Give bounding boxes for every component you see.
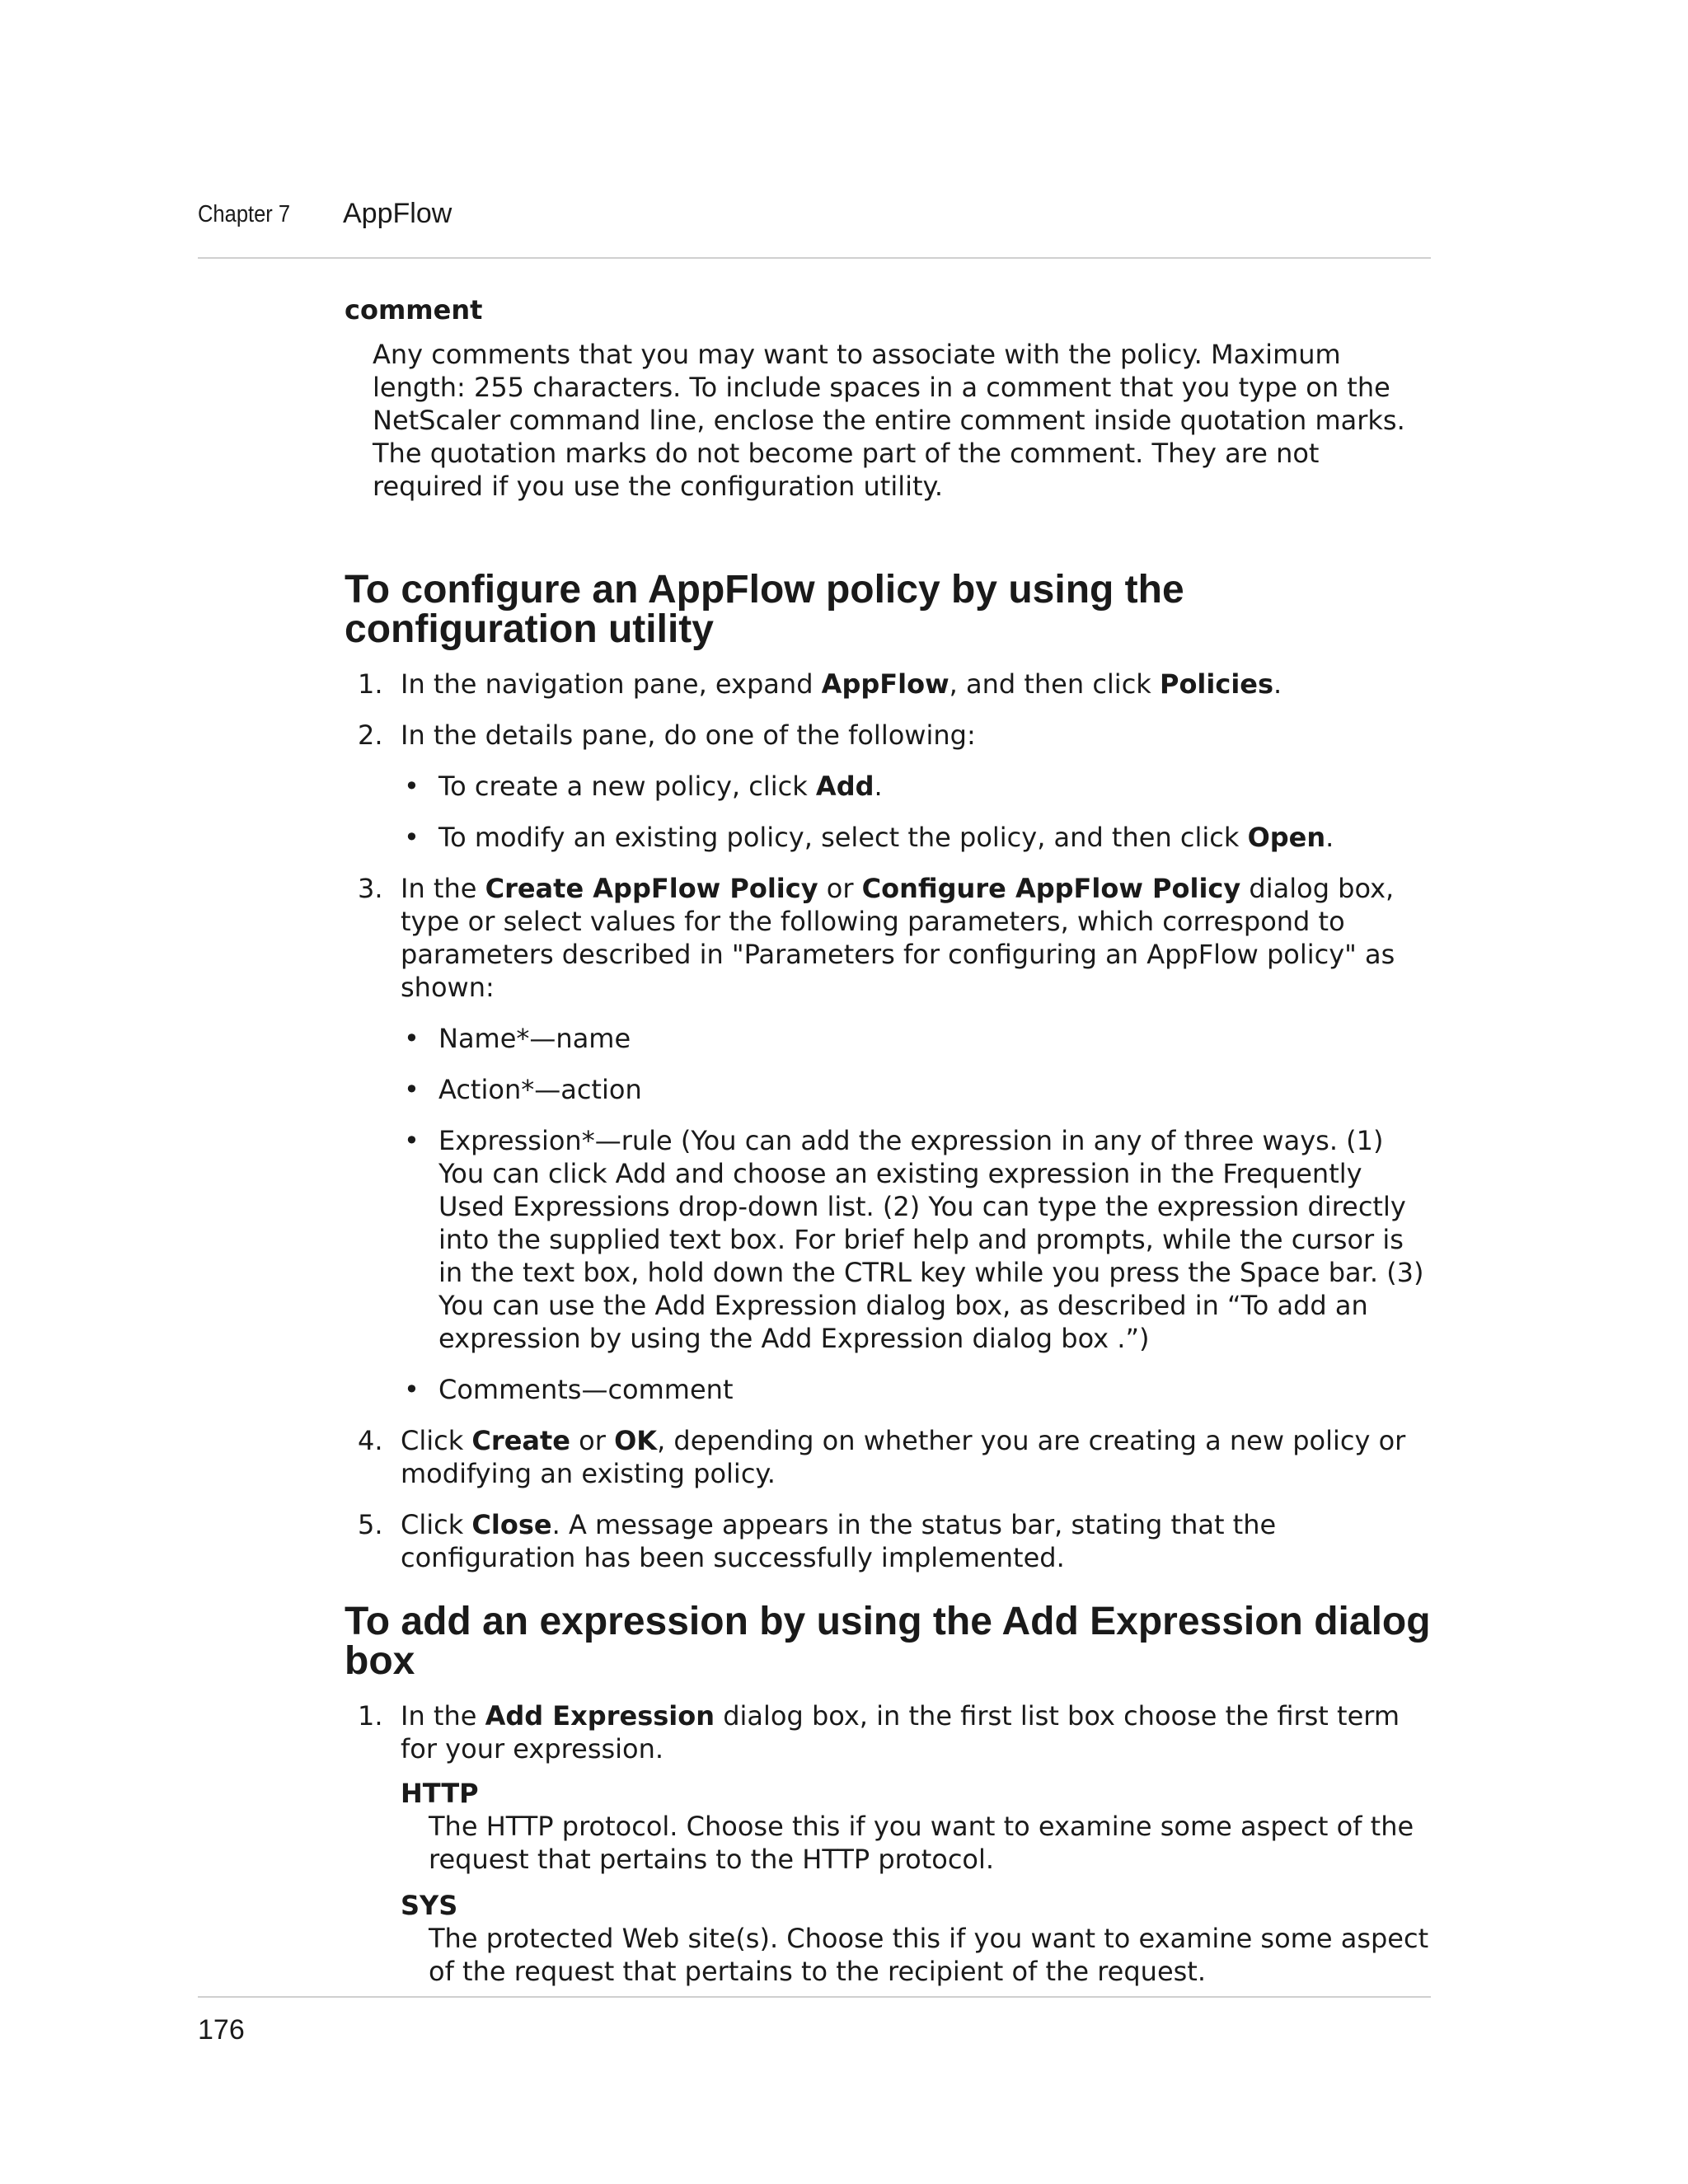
bullet-item [401,770,1434,803]
bullet-item [401,1373,1434,1406]
step-ui-term: OK [614,1425,658,1456]
term-name: HTTP [401,1778,479,1809]
bullet-item [401,1073,1434,1106]
step-text: In the details pane, do one of the following: [401,719,976,751]
add-expression-steps [345,1699,1434,1988]
bullet-text: Name*—name [438,1023,631,1054]
bullet-text: Action*—action [438,1074,642,1105]
bullet-icon: • [404,771,420,802]
bullet-item [401,821,1434,854]
step-item [345,872,1434,1406]
bullet-text: . [874,771,883,802]
step-text: dialog box, in the first list box choose the first term for your expression. [401,1700,1400,1765]
term-name: SYS [401,1890,458,1921]
section-heading-add-expression: To add an expression by using the Add Expression dialog box [345,1600,1431,1683]
step-number: 1. [358,668,383,700]
step-number: 3. [358,873,383,904]
page-content [345,293,1434,2006]
step-ui-term: Close [471,1509,552,1540]
step-text: . [1273,668,1282,700]
bullet-text: Comments—comment [438,1374,734,1405]
bullet-item [401,1124,1434,1355]
running-header [198,198,1431,259]
term-description: The HTTP protocol. Choose this if you want to examine some aspect of the request that pertains to the HTTP protocol. [429,1811,1414,1875]
bullet-icon: • [404,822,420,853]
step-text: In the [401,873,485,904]
step-item [345,1699,1434,1988]
step-text: dialog box, type or select values for the following parameters, which correspond to parameters described in "Parameters for configuring an AppFlow policy" as shown: [401,873,1395,1003]
step-ui-term: AppFlow [821,668,950,700]
step-text: , and then click [949,668,1160,700]
bullet-icon: • [404,1023,420,1054]
bullet-ui-term: Open [1247,822,1326,853]
step-item [345,1508,1434,1574]
step-number: 4. [358,1425,383,1456]
step-text: , depending on whether you are creating a new policy or modifying an existing policy. [401,1425,1406,1489]
step-text: Click [401,1425,472,1456]
bullet-text: Expression*—rule (You can add the expression in any of three ways. (1) You can click Add and choose an existing expression in the Frequently Used Expressions drop-down list. (2) You can type the expression directly into the supplied text box. For brief help and prompts, while the cursor is in the text box, hold down the CTRL key while you press the Space bar. (3) You can use the Add Expression dialog box, as described in “To add an expression by using the Add Expression dialog box .”) [438,1125,1424,1354]
step-text: In the [401,1700,485,1732]
chapter-title: AppFlow [343,198,452,229]
step-text: Click [401,1509,472,1540]
bullet-text: To create a new policy, click [438,771,816,802]
bullet-icon: • [404,1074,420,1105]
bullet-list [401,770,1434,854]
comment-term: comment [345,294,483,326]
page-number: 176 [198,2014,245,2046]
step-ui-term: Add Expression [485,1700,715,1732]
step-item [345,719,1434,854]
step-number: 1. [358,1700,383,1732]
bullet-ui-term: Add [815,771,874,802]
step-number: 2. [358,719,383,751]
step-ui-term: Create AppFlow Policy [485,873,818,904]
bullet-text: . [1325,822,1334,853]
step-item [345,668,1434,701]
step-number: 5. [358,1509,383,1540]
step-ui-term: Create [471,1425,570,1456]
step-text: or [570,1425,615,1456]
comment-description: Any comments that you may want to associate with the policy. Maximum length: 255 characters. To include spaces in a comment that you type on the NetScaler command line, enclose the entire comment inside quotation marks. The quotation marks do not become part of the comment. They are not required if you use the configuration utility. [373,339,1405,502]
bullet-icon: • [404,1374,420,1405]
configure-policy-steps [345,668,1434,1574]
expression-term-list [401,1777,1434,1988]
chapter-label: Chapter 7 [198,201,291,227]
term-description: The protected Web site(s). Choose this if you want to examine some aspect of the request that pertains to the recipient of the request. [429,1923,1429,1987]
bullet-icon: • [404,1125,420,1156]
step-ui-term: Policies [1159,668,1274,700]
step-item [345,1424,1434,1490]
step-text: In the navigation pane, expand [401,668,822,700]
step-text: or [818,873,862,904]
step-ui-term: Configure AppFlow Policy [861,873,1241,904]
step-text: . A message appears in the status bar, stating that the configuration has been successfully implemented. [401,1509,1277,1573]
running-footer [198,1996,1431,2046]
parameter-list [401,1022,1434,1406]
bullet-item [401,1022,1434,1055]
section-heading-configure-policy: To configure an AppFlow policy by using the configuration utility [345,568,1184,651]
bullet-text: To modify an existing policy, select the policy, and then click [438,822,1248,853]
